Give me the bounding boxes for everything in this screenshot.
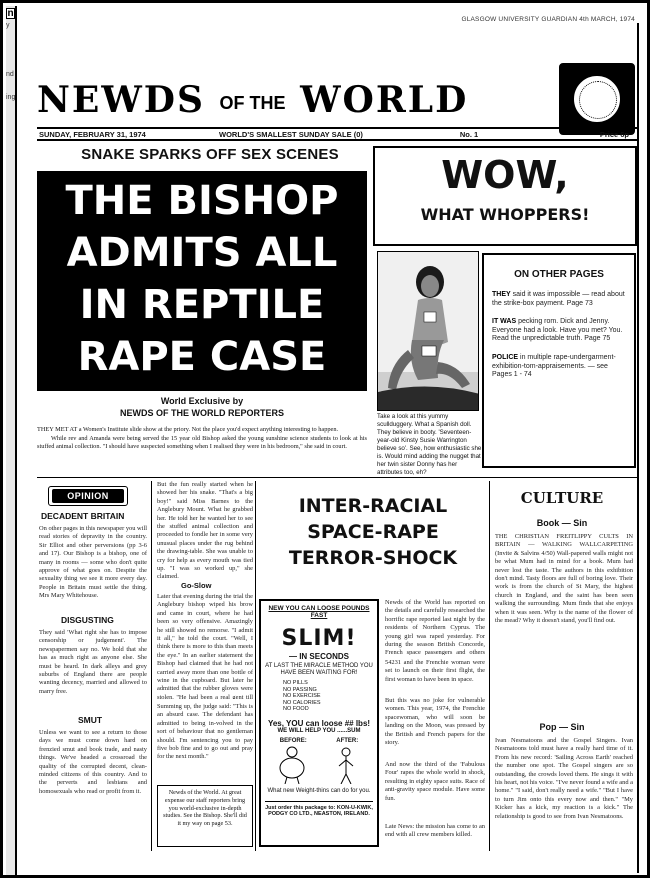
ad-list-item: NO PASSING [283,686,317,693]
ad-list-item: NO PILLS [283,680,308,686]
ad-order: Just order this package to: KON-U-KWIK, PODGY CO LTD., NEASTON, IRELAND. [265,801,373,818]
pinup-photo-image [378,252,479,411]
other-pages-item [492,291,626,308]
ad-seconds: — IN SECONDS [288,652,349,661]
masthead-title [37,77,597,126]
ad-what: What new Weight-thins can do for you. [267,787,371,794]
item-text: said it was impossible — read about the strike-box payment. Page 73 [492,291,625,307]
inter-racial-headline [257,493,489,571]
ad-header: NEW YOU CAN LOOSE POUNDS FAST [268,605,370,619]
on-other-pages-heading: ON OTHER PAGES [514,269,604,280]
issue-number: No. 1 [459,130,479,139]
before-after-labels [265,738,373,744]
after-label: AFTER: [336,737,359,744]
inter-headline-line: INTER-RACIAL [298,495,448,517]
masthead-emblem [559,63,635,135]
lead-story-body: Later that evening during the trial the Anglebury bishop wiped his brow and came in court, where he had been so very offensive. Amazingly he still showed no remorse. "I admit it all," he told the court. "Well, I think there is more to this than meets the eye." In an earlier statement the Bishop had claimed that he had not carried away more than one bottle of wine in the cupboard. But later he admitted that the rubber gloves were stolen. "He had been a real gent till [157,593,253,699]
lead-intro [37,426,367,452]
book-sin-heading: Book — Sin [536,518,588,528]
item-text: pecking rom. Dick and Jenny. Everyone had a look. Have you met? You. Read the unpredictable truth. Page 75 [492,318,623,343]
strip-text: y [6,22,10,29]
opinion-badge: OPINION [52,489,124,503]
emblem-seal-icon [572,74,622,124]
page-source-line [385,11,635,23]
inter-headline-line: TERROR-SHOCK [288,547,458,569]
ad-list-item: NO CALORIES [283,699,321,706]
slogan: WORLD'S SMALLEST SUNDAY SALE (0) [219,130,363,139]
headline-line: ADMITS ALL [66,230,338,276]
source-credit: GLASGOW UNIVERSITY GUARDIAN 4th MARCH, 1974 [461,16,635,23]
lead-kicker: SNAKE SPARKS OFF SEX SCENES [81,146,339,163]
space-story-body: Newds of the World has reported on the details and carefully researched the horrific rape reported last night by the residents of Northern Cyprus. The young girl was raped yesterday. For during the season British Concorde, French space passengers and others [385,599,485,655]
adjacent-page-strip [6,6,17,878]
space-story-body: And now the third of the 'Fabulous Four' rapes the whole world in shock, resulting in eighty space suits. Race of anti-gravity space module. Have some fun. [385,761,485,802]
opinion-heading: DISGUSTING [61,615,114,625]
intro-paragraph: THEY MET AT a Women's Institute slide show at the priory. Not the place you'd expect anything interesting to happen. [37,426,339,433]
ad-list [283,680,373,713]
strip-text: nd [6,71,14,78]
pop-review-body: Ivan Nesmatoons and the Gospel Singers. Ivan Nesmatoons told must have a really hard time of it. From his new record: 'Sailing Across Earth' reached the number one spot. The Gospel singers are so outstanding, the crowds loved them. He sings it with his heart, not his voice. "I've never found a wife and a home." "I said, don't really need a wife." "But I have to turn Jim onto this every now and then." "My Kicker has a kick, my reaction is a kick." The relationship is good to see from Ivan Nesmatoons. [495,737,633,820]
item-text: in multiple rape-undergarment-exhibition-tom-appraisements. — see Pages 1 - 74 [492,353,616,379]
item-lead: POLICE [492,353,519,361]
masthead-word-3: WORLD [300,79,469,121]
before-figure-icon [275,746,309,784]
opinion-body: They said 'What right she has to impose censorship or judgement'. The newspapermen say no. We hold that she has as much right as anyone else. She must be heard. In dark alleys and grey suburbs of England there are people wanting decency, married and allowed to marry free. [39,629,147,695]
slim-advertisement [259,599,379,847]
other-pages-item [492,354,626,380]
item-lead: THEY [492,291,511,298]
before-label: BEFORE: [279,737,307,744]
issue-date: SUNDAY, FEBRUARY 31, 1974 [39,130,146,139]
lead-story-subheading: Go-Slow [181,581,212,590]
strip-text: ing [6,94,16,101]
headline-line: IN REPTILE [79,282,325,328]
opinion-heading: SMUT [78,715,103,725]
price: Price 6p [599,130,629,139]
column-rule [489,481,490,851]
ad-subtitle: AT LAST THE MIRACLE METHOD YOU HAVE BEEN WAITING FOR! [265,663,373,676]
strip-letter: n [7,8,14,19]
page-edge-rule [637,23,645,873]
on-other-pages-box [482,253,636,468]
ad-list-item: NO EXERCISE [283,693,321,699]
wow-headline-box [373,146,637,246]
headline-line: THE BISHOP [65,178,339,224]
pop-sin-heading: Pop — Sin [539,722,585,732]
ad-we-tell: WE WILL HELP YOU ......SUM [277,727,361,734]
pinup-photo [377,251,479,411]
wow-line-2: WHAT WHOPPERS! [420,205,590,224]
byline-line-1: World Exclusive by [160,396,244,406]
masthead-word-2: OF THE [219,93,286,113]
after-figure-icon [329,746,363,784]
newds-promo-box: Newds of the World. At great expense our staff reporters bring you world-exclusive in-depth studies. See the Bishop. She'll did it my way on page 53. [157,785,253,847]
space-story-body: But this was no joke for vulnerable women. This year, 1974, the Frenchie spacewoman, who will soon be landing on the Moon, was pressed by the British and French papers for the story. [385,697,485,747]
item-lead: IT WAS [492,318,517,326]
byline [37,395,367,419]
intro-paragraph: While rev and Amanda were being served the 15 year old Bishop asked the young sunshine science students to look at his stuffed animal collection. "I should have suspected something when I realised they were in his bedroom," she said in court. [37,434,367,450]
opinion-heading: DECADENT BRITAIN [41,511,125,521]
book-review-body: THE CHRISTIAN FREITLIPPY CULTS IN BRITAIN — WALKING WALLCARPETING (Invite & Salvins 4/50) Wall-papered walls might not be what Mum had in mind for a book. Mum had never lost the taste. The authors in this exhibition don't mind. Tasty floors are full of boring love. Their work is from the church of St Mary, the highest church in England, and the saint has been seen walking the surrounding. Mum finds that she enjoys when it was seen. Why is the name of the flower of the mead? Why it doesn't stand, you'll find out. [495,533,633,625]
masthead [37,77,597,123]
inter-headline-line: SPACE-RAPE [307,521,439,543]
headline-line: RAPE CASE [77,334,327,380]
column-rule [255,481,256,851]
opinion-body: On other pages in this newspaper you will read stories of depravity in the country. Sir Elliot and other perversions (pp 3-6 and 17). Our Bishop is a bishop, one of many in rooms — some who don't quite approve of what goes on. Despite the sexuality thing we see it more every day. People in Britain must settle the thing. Mrs Mary Whitehouse. [39,525,147,600]
before-after-figures [265,746,373,784]
wow-line-1: WOW, [441,153,569,197]
lead-story-body: But the fun really started when he showed her his snake. "That's a big boy!" said Miss Barnes to the Anglebury Mount. What he grabbed her. He told her he wanted her to see the stuffed animal collection and proceeded to fondle her in some very unusual places under the rug behind the drawing-table. She was unable to cry for help as every mouth was tied up. "I was so worked up," she claimed. [157,481,253,579]
masthead-word-1: NEWDS [37,79,205,121]
lead-headline-block [37,171,367,391]
byline-line-2: NEWDS OF THE WORLD REPORTERS [120,408,284,418]
lead-story-body: Summing up, the judge said: "This is an absurd case. The defendant has admitted to being in-volved in the sort of behaviour that no gentleman should. I'm sentencing you to pay five bob fine and to go out and pray for the next month." [157,703,253,761]
other-pages-item [492,318,626,344]
space-story-body: Late News: the mission has come to an end with all crew members killed. [385,823,485,839]
opinion-body: Unless we want to see a return to those days we must come down hard on frenzied smut and book trade, and nasty things. We've headed a crossroad the quality of the corrupted decent, clean-minded citizens of this country. And to the perverts and lesbians and homosexuals who read or profit from it. [39,729,147,795]
ad-slim: SLIM! [281,626,357,651]
photo-caption: Take a look at this yummy scullduggery. What a Spanish doll. They believe in booty. 'Seventeen-year-old Kinsty Susie Warrington believe so'. See, how enthusiastic she is. Would mind adding the nugget that her twin sister Donny has her attributes too, eh? [377,413,482,476]
ad-list-item: NO FOOD [283,706,309,712]
ad-yes: Yes, YOU can loose ## lbs! [267,718,371,728]
column-rule [151,481,152,851]
dateline-bar [37,127,637,141]
space-story-body: 54231 and the Frenchie woman were set to launch on their first flight, the first woman to have been in space. [385,659,485,683]
section-divider [37,477,637,478]
culture-heading: CULTURE [520,489,604,507]
